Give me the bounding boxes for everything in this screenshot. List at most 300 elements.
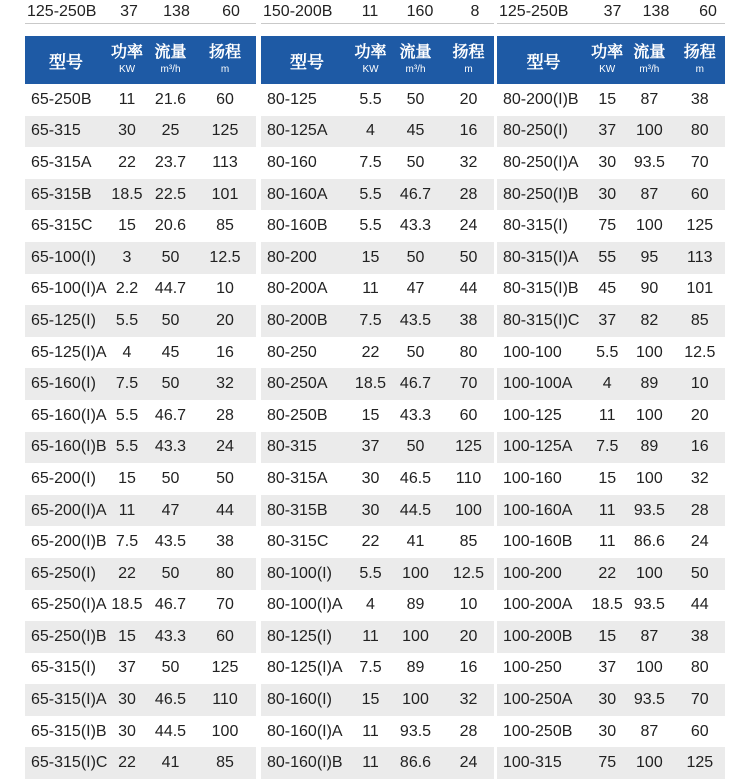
table-row: [497, 495, 725, 527]
model-cell: 100-250: [503, 659, 562, 677]
head-cell: 10: [690, 375, 709, 393]
model-cell: 100-250A: [503, 691, 573, 709]
model-cell: 100-125A: [503, 438, 573, 456]
flow-cell: 50: [406, 438, 425, 456]
table-row: [261, 747, 494, 779]
power-cell: 15: [361, 691, 380, 709]
flow-cell: 50: [161, 375, 180, 393]
header-head: [443, 45, 494, 75]
power-cell: 5.5: [359, 185, 382, 203]
table-header: [25, 36, 256, 84]
table-row: [497, 210, 725, 242]
top-strip-cell: 37: [120, 3, 138, 20]
model-cell: 80-250(I): [503, 122, 568, 140]
table-row: [25, 653, 256, 685]
power-cell: 5.5: [115, 406, 139, 424]
flow-cell: 50: [161, 248, 180, 266]
table-row: [261, 621, 494, 653]
table-row: [261, 242, 494, 274]
model-cell: 80-315: [267, 438, 317, 456]
table-row: [261, 274, 494, 306]
header-power: [107, 45, 147, 75]
model-cell: 80-250(I)B: [503, 185, 579, 203]
header-power: [590, 45, 624, 75]
table-row: [25, 526, 256, 558]
table-header: [261, 36, 494, 84]
model-cell: 80-160: [267, 153, 317, 171]
flow-cell: 50: [161, 469, 180, 487]
flow-cell: 43.5: [399, 311, 432, 329]
model-cell: 80-250(I)A: [503, 153, 579, 171]
header-flow: [388, 45, 443, 75]
power-cell: 75: [598, 754, 617, 772]
top-strip-cell: 138: [642, 3, 670, 20]
header-model: 型号: [290, 52, 324, 72]
head-cell: 44: [216, 501, 234, 519]
model-cell: 100-160A: [503, 501, 573, 519]
power-cell: 15: [361, 406, 380, 424]
head-cell: 50: [459, 248, 478, 266]
power-cell: 5.5: [359, 564, 382, 582]
power-cell: 22: [118, 564, 136, 582]
model-cell: 65-315A: [31, 153, 92, 171]
header-flow-label: 流量: [633, 43, 666, 61]
power-cell: 3: [122, 248, 132, 266]
model-cell: 80-315C: [267, 533, 329, 551]
flow-cell: 25: [161, 122, 180, 140]
power-cell: 30: [598, 153, 617, 171]
model-cell: 65-160(I)B: [31, 438, 107, 456]
head-cell: 20: [459, 90, 478, 108]
power-cell: 37: [598, 659, 617, 677]
model-cell: 65-100(I): [31, 248, 96, 266]
top-strip-cell: 138: [163, 3, 190, 20]
model-cell: 80-160(I): [267, 691, 332, 709]
head-cell: 70: [216, 596, 234, 614]
head-cell: 16: [216, 343, 234, 361]
table-row: [497, 274, 725, 306]
header-power-unit: KW: [118, 63, 136, 75]
header-head-label: 扬程: [452, 43, 485, 61]
head-cell: 20: [459, 627, 478, 645]
power-cell: 30: [598, 691, 617, 709]
power-cell: 18.5: [354, 375, 387, 393]
head-cell: 38: [216, 533, 234, 551]
flow-cell: 100: [636, 469, 663, 487]
table-row: [261, 400, 494, 432]
model-cell: 80-125A: [267, 122, 328, 140]
model-cell: 65-250B: [31, 90, 92, 108]
head-cell: 24: [690, 533, 709, 551]
power-cell: 22: [118, 153, 136, 171]
table-row: [261, 526, 494, 558]
power-cell: 11: [598, 406, 616, 424]
model-cell: 65-315B: [31, 185, 92, 203]
power-cell: 4: [366, 122, 375, 140]
head-cell: 10: [459, 596, 478, 614]
header-flow-label: 流量: [399, 43, 432, 61]
flow-cell: 86.6: [633, 533, 665, 551]
flow-cell: 44.7: [154, 280, 187, 298]
table-row: [25, 463, 256, 495]
flow-cell: 22.5: [154, 185, 187, 203]
head-cell: 38: [459, 311, 478, 329]
flow-cell: 100: [636, 754, 663, 772]
flow-cell: 43.3: [399, 217, 432, 235]
head-cell: 125: [686, 217, 714, 235]
flow-cell: 50: [406, 343, 425, 361]
table-row: [261, 495, 494, 527]
model-cell: 100-200A: [503, 596, 573, 614]
flow-cell: 46.5: [399, 469, 432, 487]
table-row: [497, 558, 725, 590]
flow-cell: 50: [161, 311, 180, 329]
head-cell: 50: [216, 469, 234, 487]
head-cell: 125: [211, 122, 239, 140]
flow-cell: 50: [161, 659, 180, 677]
flow-cell: 89: [640, 438, 659, 456]
head-cell: 24: [459, 217, 478, 235]
head-cell: 20: [690, 406, 709, 424]
head-cell: 24: [216, 438, 234, 456]
header-head-label: 扬程: [683, 43, 716, 61]
head-cell: 32: [459, 153, 478, 171]
table-row: [261, 463, 494, 495]
table-row: [25, 400, 256, 432]
head-cell: 100: [211, 722, 239, 740]
power-cell: 7.5: [115, 533, 139, 551]
power-cell: 7.5: [596, 438, 619, 456]
head-cell: 125: [455, 438, 482, 456]
model-cell: 65-100(I)A: [31, 280, 107, 298]
power-cell: 37: [361, 438, 380, 456]
table-row: [25, 337, 256, 369]
header-model: 型号: [526, 52, 561, 72]
model-cell: 65-160(I): [31, 375, 96, 393]
head-cell: 38: [690, 627, 709, 645]
table-row: [497, 590, 725, 622]
power-cell: 15: [598, 627, 617, 645]
head-cell: 32: [690, 469, 709, 487]
model-cell: 80-125(I): [267, 627, 332, 645]
table-row: [261, 368, 494, 400]
model-cell: 100-100A: [503, 375, 573, 393]
power-cell: 22: [361, 533, 380, 551]
flow-cell: 43.5: [154, 533, 187, 551]
power-cell: 11: [362, 754, 379, 772]
head-cell: 125: [211, 659, 239, 677]
power-cell: 5.5: [115, 438, 139, 456]
table-row: [25, 495, 256, 527]
header-flow-unit: m³/h: [639, 63, 660, 75]
power-cell: 15: [361, 248, 380, 266]
flow-cell: 93.5: [633, 153, 665, 171]
head-cell: 85: [216, 217, 234, 235]
power-cell: 30: [598, 185, 617, 203]
flow-cell: 43.3: [154, 438, 187, 456]
table-row: [25, 274, 256, 306]
head-cell: 70: [459, 375, 478, 393]
table-row: [497, 147, 725, 179]
flow-cell: 46.5: [154, 691, 187, 709]
power-cell: 37: [598, 311, 617, 329]
head-cell: 70: [690, 691, 709, 709]
model-cell: 80-160A: [267, 185, 328, 203]
table-row: [261, 116, 494, 148]
table-row: [261, 590, 494, 622]
header-head-unit: m: [695, 63, 704, 75]
header-power-unit: KW: [599, 63, 616, 75]
head-cell: 44: [459, 280, 478, 298]
table-row: [25, 684, 256, 716]
top-strip-cell: 125-250B: [27, 3, 97, 20]
power-cell: 7.5: [115, 375, 139, 393]
model-cell: 80-250A: [267, 375, 328, 393]
flow-cell: 41: [161, 754, 180, 772]
power-cell: 45: [598, 280, 617, 298]
flow-cell: 100: [402, 627, 429, 645]
head-cell: 85: [459, 533, 478, 551]
table-row: [261, 210, 494, 242]
power-cell: 5.5: [359, 217, 382, 235]
model-cell: 80-315A: [267, 469, 328, 487]
model-cell: 80-315B: [267, 501, 328, 519]
flow-cell: 100: [636, 659, 663, 677]
flow-cell: 46.7: [399, 375, 432, 393]
power-cell: 15: [118, 627, 136, 645]
head-cell: 125: [686, 754, 714, 772]
table-row: [497, 337, 725, 369]
header-head: [194, 45, 256, 75]
table-row: [261, 147, 494, 179]
model-cell: 80-315(I): [503, 217, 568, 235]
power-cell: 11: [118, 90, 136, 108]
table-row: [25, 368, 256, 400]
table-row: [497, 432, 725, 464]
flow-cell: 50: [406, 90, 425, 108]
flow-cell: 89: [406, 659, 425, 677]
top-strip-row: [27, 0, 258, 24]
model-cell: 100-200B: [503, 627, 573, 645]
table-row: [261, 558, 494, 590]
model-cell: 65-200(I)B: [31, 533, 107, 551]
header-head-unit: m: [220, 63, 230, 75]
top-strip-divider: [261, 23, 494, 24]
model-cell: 100-160: [503, 469, 562, 487]
power-cell: 18.5: [111, 596, 143, 614]
table-row: [497, 684, 725, 716]
power-cell: 30: [118, 691, 136, 709]
head-cell: 16: [459, 122, 478, 140]
header-power-label: 功率: [591, 43, 624, 61]
flow-cell: 50: [406, 248, 425, 266]
flow-cell: 100: [402, 691, 429, 709]
head-cell: 80: [690, 659, 709, 677]
top-strip-row: [263, 0, 495, 24]
model-cell: 65-315C: [31, 217, 93, 235]
head-cell: 110: [455, 469, 482, 487]
flow-cell: 43.3: [154, 627, 187, 645]
table-row: [261, 684, 494, 716]
header-head-unit: m: [464, 63, 473, 75]
power-cell: 30: [598, 722, 617, 740]
power-cell: 2.2: [115, 280, 139, 298]
power-cell: 30: [118, 722, 136, 740]
header-power-unit: KW: [362, 63, 379, 75]
header-head: [675, 45, 725, 75]
head-cell: 50: [690, 564, 709, 582]
top-strip-divider: [25, 23, 256, 24]
flow-cell: 93.5: [633, 596, 665, 614]
flow-cell: 47: [161, 501, 180, 519]
table-row: [261, 179, 494, 211]
model-cell: 100-315: [503, 754, 562, 772]
flow-cell: 87: [640, 90, 659, 108]
header-power-label: 功率: [110, 43, 143, 61]
flow-cell: 50: [161, 564, 180, 582]
power-cell: 4: [122, 343, 132, 361]
power-cell: 5.5: [359, 90, 382, 108]
model-cell: 65-250(I)A: [31, 596, 107, 614]
head-cell: 28: [216, 406, 234, 424]
power-cell: 11: [362, 722, 379, 740]
head-cell: 38: [690, 90, 709, 108]
model-cell: 65-315(I): [31, 659, 96, 677]
power-cell: 15: [598, 90, 617, 108]
model-cell: 80-315(I)B: [503, 280, 579, 298]
header-head-label: 扬程: [208, 43, 241, 61]
head-cell: 85: [690, 311, 709, 329]
model-cell: 100-125: [503, 406, 562, 424]
flow-cell: 90: [640, 280, 659, 298]
header-flow: [624, 45, 674, 75]
head-cell: 60: [216, 627, 234, 645]
model-cell: 80-250B: [267, 406, 328, 424]
table-row: [25, 747, 256, 779]
table-row: [261, 653, 494, 685]
flow-cell: 89: [640, 375, 659, 393]
head-cell: 101: [686, 280, 714, 298]
table-row: [497, 242, 725, 274]
header-power: [353, 45, 388, 75]
flow-cell: 100: [636, 343, 663, 361]
head-cell: 16: [459, 659, 478, 677]
head-cell: 60: [690, 185, 709, 203]
flow-cell: 87: [640, 185, 659, 203]
table-row: [25, 179, 256, 211]
power-cell: 30: [118, 122, 136, 140]
head-cell: 44: [690, 596, 709, 614]
power-cell: 11: [362, 280, 379, 298]
top-strip-cell: 11: [361, 3, 379, 20]
table-row: [25, 305, 256, 337]
top-strip-divider: [497, 23, 725, 24]
power-cell: 30: [361, 469, 380, 487]
power-cell: 22: [361, 343, 380, 361]
power-cell: 75: [598, 217, 617, 235]
spec-table: [497, 36, 725, 779]
power-cell: 11: [362, 627, 379, 645]
table-row: [261, 432, 494, 464]
head-cell: 80: [690, 122, 709, 140]
power-cell: 22: [118, 754, 136, 772]
table-row: [25, 558, 256, 590]
table-row: [497, 526, 725, 558]
top-strip-cell: 37: [603, 3, 622, 20]
power-cell: 4: [366, 596, 375, 614]
model-cell: 65-315(I)B: [31, 722, 107, 740]
top-strip-cell: 60: [699, 3, 717, 20]
header-power-label: 功率: [354, 43, 387, 61]
model-cell: 65-125(I)A: [31, 343, 107, 361]
head-cell: 100: [455, 501, 482, 519]
head-cell: 24: [459, 754, 478, 772]
table-row: [497, 84, 725, 116]
model-cell: 80-315(I)A: [503, 248, 579, 266]
flow-cell: 86.6: [399, 754, 432, 772]
head-cell: 28: [459, 185, 478, 203]
table-row: [497, 116, 725, 148]
model-cell: 80-250: [267, 343, 317, 361]
model-cell: 80-315(I)C: [503, 311, 580, 329]
head-cell: 12.5: [684, 343, 716, 361]
head-cell: 110: [212, 691, 238, 709]
power-cell: 18.5: [111, 185, 143, 203]
power-cell: 7.5: [359, 153, 382, 171]
table-row: [261, 716, 494, 748]
head-cell: 20: [216, 311, 234, 329]
power-cell: 5.5: [115, 311, 139, 329]
flow-cell: 95: [640, 248, 659, 266]
flow-cell: 46.7: [154, 406, 187, 424]
power-cell: 37: [118, 659, 136, 677]
table-row: [25, 147, 256, 179]
flow-cell: 46.7: [399, 185, 432, 203]
table-row: [497, 621, 725, 653]
head-cell: 60: [690, 722, 709, 740]
power-cell: 37: [598, 122, 617, 140]
header-flow: [147, 45, 194, 75]
flow-cell: 82: [640, 311, 659, 329]
flow-cell: 87: [640, 627, 659, 645]
flow-cell: 50: [406, 153, 425, 171]
head-cell: 32: [459, 691, 478, 709]
head-cell: 12.5: [452, 564, 485, 582]
flow-cell: 100: [402, 564, 429, 582]
flow-cell: 87: [640, 722, 659, 740]
table-row: [25, 432, 256, 464]
top-strip-cell: 60: [222, 3, 240, 20]
top-strip-row: [499, 0, 734, 24]
header-flow-unit: m³/h: [405, 63, 426, 75]
head-cell: 12.5: [209, 248, 241, 266]
model-cell: 80-200(I)B: [503, 90, 579, 108]
model-cell: 100-250B: [503, 722, 573, 740]
model-cell: 100-100: [503, 343, 562, 361]
table-row: [261, 337, 494, 369]
flow-cell: 47: [406, 280, 425, 298]
power-cell: 18.5: [591, 596, 623, 614]
power-cell: 11: [598, 501, 616, 519]
model-cell: 65-200(I): [31, 469, 96, 487]
flow-cell: 46.7: [154, 596, 187, 614]
power-cell: 30: [361, 501, 380, 519]
model-cell: 80-200B: [267, 311, 328, 329]
flow-cell: 20.6: [154, 217, 187, 235]
spec-table: [25, 36, 256, 779]
table-row: [25, 716, 256, 748]
model-cell: 65-250(I): [31, 564, 96, 582]
